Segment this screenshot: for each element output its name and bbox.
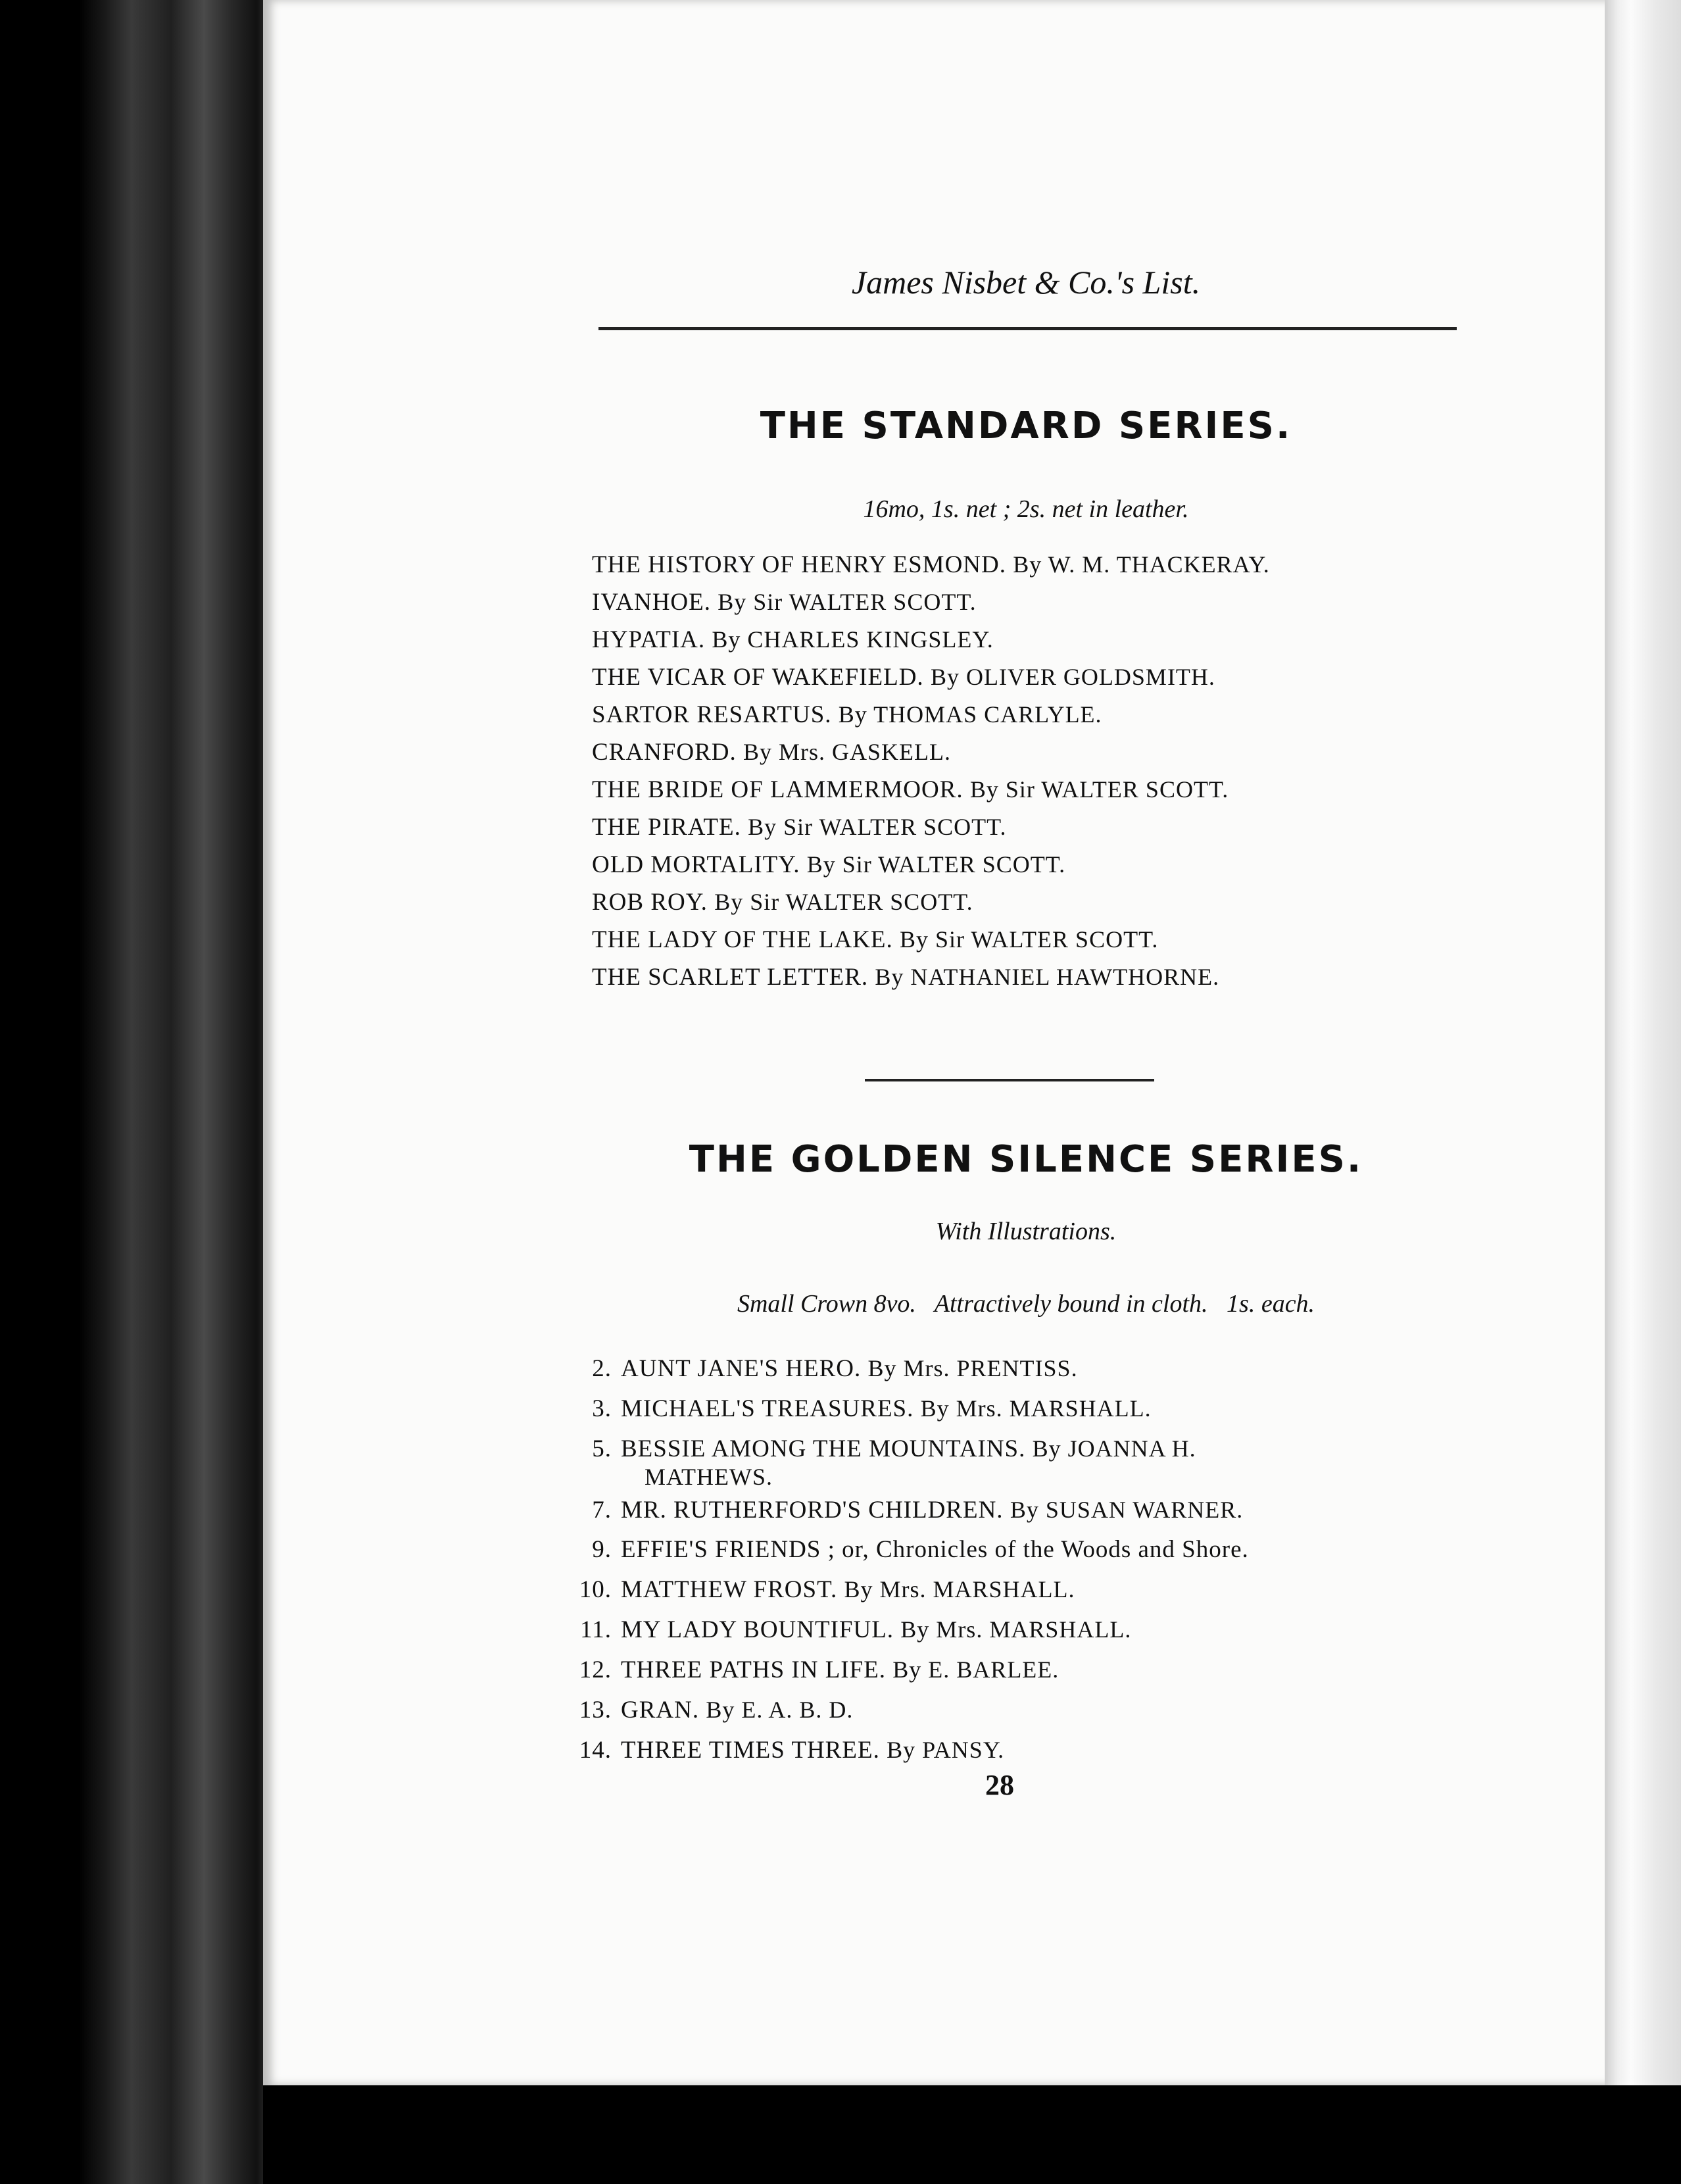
book-title: THE LADY OF THE LAKE. [592,926,893,953]
book-title: THREE PATHS IN LIFE. [621,1656,887,1683]
item-number: 10. [579,1576,612,1603]
book-title: IVANHOE. [592,589,712,616]
book-title: SARTOR RESARTUS. [592,701,832,728]
list-item [572,1530,1440,1570]
book-title: THE PIRATE. [592,814,741,841]
page-number: 28 [985,1769,1014,1801]
book-author: By Sir WALTER SCOTT. [718,589,977,615]
book-title: OLD MORTALITY. [592,851,800,878]
standard-series-list [592,546,1460,996]
book-title: HYPATIA. [592,626,706,653]
item-number: 7. [592,1497,612,1524]
book-author: By E. BARLEE. [892,1656,1060,1683]
list-item [592,546,1460,583]
list-item [572,1429,1440,1490]
book-spine [0,0,276,2184]
book-author: By OLIVER GOLDSMITH. [930,664,1215,690]
book-author: By Sir WALTER SCOTT. [900,926,1159,953]
item-number: 2. [592,1355,612,1382]
book-title: GRAN. [621,1697,700,1724]
book-author: By NATHANIEL HAWTHORNE. [875,964,1220,990]
item-number: 11. [580,1616,612,1643]
book-title: MY LADY BOUNTIFUL. [621,1616,894,1643]
book-title: ROB ROY. [592,889,708,916]
item-number: 3. [592,1395,612,1422]
book-title: EFFIE'S FRIENDS ; or, Chronicles of the Woods and Shore. [621,1536,1249,1563]
list-item [572,1490,1440,1530]
book-title: THE SCARLET LETTER. [592,964,869,991]
book-title: MATTHEW FROST. [621,1576,838,1603]
golden-series-illustrations: With Illustrations. [935,1218,1117,1245]
header-rule [598,327,1457,330]
book-page [263,0,1618,2085]
book-title: MICHAEL'S TREASURES. [621,1395,914,1422]
list-item [592,846,1460,883]
page-bottom-shadow [263,2085,1681,2184]
list-item [592,658,1460,696]
item-number: 9. [592,1536,612,1563]
book-author: By Sir WALTER SCOTT. [969,776,1229,803]
list-item [572,1389,1440,1429]
list-item [592,771,1460,808]
book-author: By Sir WALTER SCOTT. [748,814,1007,840]
item-number: 14. [579,1737,612,1764]
list-item [592,696,1460,733]
list-item [592,583,1460,621]
book-author-continued: MATHEWS. [645,1464,773,1490]
golden-series-list [572,1349,1440,1770]
book-author: By JOANNA H. [1032,1435,1196,1462]
book-title: THE HISTORY OF HENRY ESMOND. [592,551,1006,578]
book-title: MR. RUTHERFORD'S CHILDREN. [621,1497,1004,1524]
list-item [592,621,1460,658]
book-title: THREE TIMES THREE. [621,1737,880,1764]
book-author: By Mrs. MARSHALL. [900,1616,1132,1643]
list-item [592,958,1460,996]
book-title: AUNT JANE'S HERO. [621,1355,862,1382]
list-item [572,1650,1440,1690]
standard-series-format: 16mo, 1s. net ; 2s. net in leather. [863,495,1189,523]
book-title: CRANFORD. [592,739,737,766]
section-separator [865,1079,1154,1081]
book-author: By Sir WALTER SCOTT. [806,851,1066,878]
golden-series-title: THE GOLDEN SILENCE SERIES. [689,1138,1363,1181]
book-title: THE VICAR OF WAKEFIELD. [592,664,924,691]
book-author: By Mrs. MARSHALL. [920,1395,1152,1422]
book-title: BESSIE AMONG THE MOUNTAINS. [621,1435,1026,1462]
list-item [572,1610,1440,1650]
book-author: By W. M. THACKERAY. [1013,551,1270,578]
book-author: By SUSAN WARNER. [1010,1497,1244,1523]
book-author: By CHARLES KINGSLEY. [712,626,994,653]
book-author: By Sir WALTER SCOTT. [714,889,973,915]
standard-series-title: THE STANDARD SERIES. [760,405,1292,447]
book-title: THE BRIDE OF LAMMERMOOR. [592,776,963,803]
page-edge [1605,0,1681,2184]
book-author: By Mrs. MARSHALL. [844,1576,1075,1602]
list-item [572,1349,1440,1389]
item-number: 12. [579,1656,612,1683]
list-item [592,733,1460,771]
book-author: By PANSY. [887,1737,1005,1763]
list-item [572,1730,1440,1770]
running-head: James Nisbet & Co.'s List. [851,264,1201,301]
item-number: 13. [579,1697,612,1724]
list-item [572,1690,1440,1730]
list-item [592,921,1460,958]
list-item [592,808,1460,846]
list-item [572,1570,1440,1610]
list-item [592,883,1460,921]
item-number: 5. [592,1435,612,1462]
book-author: By Mrs. PRENTISS. [867,1355,1078,1381]
book-author: By THOMAS CARLYLE. [838,701,1102,728]
book-author: By E. A. B. D. [706,1697,854,1723]
golden-series-format: Small Crown 8vo. Attractively bound in cloth. 1s. each. [737,1290,1315,1318]
book-author: By Mrs. GASKELL. [743,739,952,765]
